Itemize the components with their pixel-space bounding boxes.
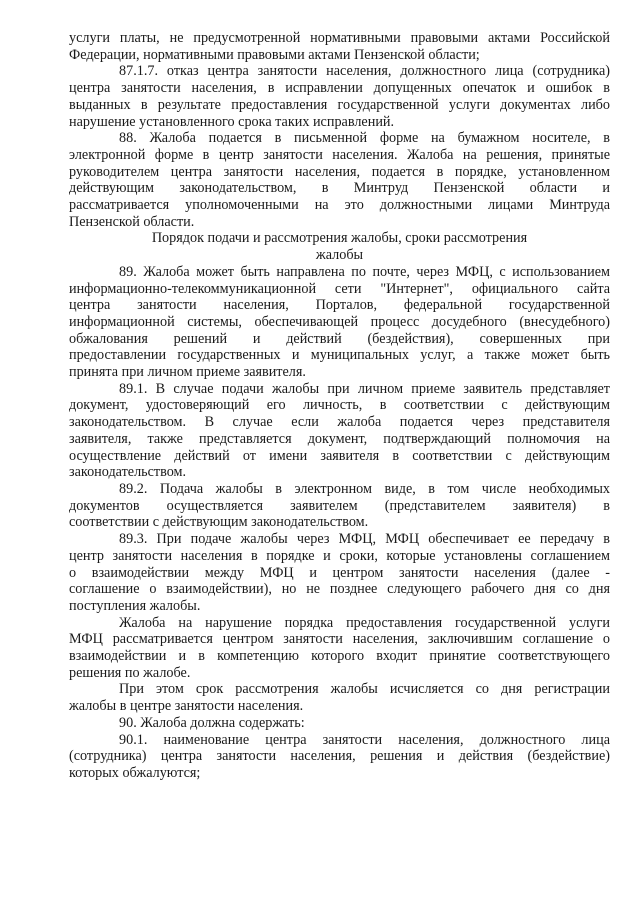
text-line: осуществление действий от имени заявителя в соответствии с действующим bbox=[69, 447, 610, 464]
text-line: поступления жалобы. bbox=[69, 597, 201, 614]
text-line: принята при личном приеме заявителя. bbox=[69, 364, 306, 381]
text-line: МФЦ рассматривается центром занятости населения, заключившим соглашение о bbox=[69, 631, 610, 648]
text-line: документов осуществляется заявителем (представителем заявителя) в bbox=[69, 497, 610, 514]
text-line: документ, удостоверяющий его личность, в соответствии с действующим bbox=[69, 397, 610, 414]
text-line: предоставлении государственных и муниципальных услуг, а также может быть bbox=[69, 347, 610, 364]
text-line: центра занятости населения, Порталов, федеральной государственной bbox=[69, 297, 610, 314]
text-line: Пензенской области. bbox=[69, 213, 195, 230]
text-line: взаимодействии и в компетенцию которого входит принятие соответствующего bbox=[69, 648, 610, 665]
text-line: 89.2. Подача жалобы в электронном виде, в том числе необходимых bbox=[119, 480, 610, 497]
text-line: 88. Жалоба подается в письменной форме на бумажном носителе, в bbox=[119, 130, 610, 147]
text-line: руководителем центра занятости населения, подается в порядке, установленном bbox=[69, 163, 610, 180]
text-line: 89. Жалоба может быть направлена по почте, через МФЦ, с использованием bbox=[119, 263, 610, 280]
text-line: центр занятости населения в порядке и сроки, которые установлены соглашением bbox=[69, 547, 610, 564]
text-line: (сотрудника) центра занятости населения, решения и действия (бездействие) bbox=[69, 748, 610, 765]
text-line: Федерации, нормативными правовыми актами Пензенской области; bbox=[69, 46, 480, 63]
text-line: 89.3. При подаче жалобы через МФЦ, МФЦ обеспечивает ее передачу в bbox=[119, 531, 610, 548]
text-line: жалобы в центре занятости населения. bbox=[69, 698, 304, 715]
text-line: соглашение о взаимодействии), но не позднее следующего рабочего дня со дня bbox=[69, 581, 610, 598]
text-line: услуги платы, не предусмотренной нормативными правовыми актами Российской bbox=[69, 30, 610, 46]
text-line: 89.1. В случае подачи жалобы при личном приеме заявитель представляет bbox=[119, 380, 610, 397]
text-line: 87.1.7. отказ центра занятости населения, должностного лица (сотрудника) bbox=[119, 63, 610, 80]
text-line: о взаимодействии между МФЦ и центром занятости населения (далее - bbox=[69, 564, 610, 581]
text-line: информационно-телекоммуникационной сети "Интернет", официального сайта bbox=[69, 280, 610, 297]
text-line: заявителя, также представляется документ, подтверждающий полномочия на bbox=[69, 430, 610, 447]
text-line: нарушение установленного срока таких исправлений. bbox=[69, 113, 395, 130]
text-line: соответствии с действующим законодательством. bbox=[69, 514, 369, 531]
section-heading-line: Порядок подачи и рассмотрения жалобы, сроки рассмотрения bbox=[151, 230, 528, 247]
text-line: центра занятости населения, в исправлении допущенных опечаток и ошибок в bbox=[69, 80, 610, 97]
text-line: законодательством. bbox=[69, 464, 187, 481]
document-body bbox=[69, 30, 610, 782]
text-line: которых обжалуются; bbox=[69, 764, 201, 781]
text-line: законодательством. В случае если жалоба подается через представителя bbox=[69, 414, 610, 431]
text-line: действующим законодательством, в Минтруд Пензенской области и bbox=[69, 180, 610, 197]
text-line: рассматривается уполномоченными на это должностными лицами Минтруда bbox=[69, 197, 610, 214]
text-line: информационной системы, обеспечивающей процесс досудебного (внесудебного) bbox=[69, 313, 610, 330]
text-line: обжалования решений и действий (бездействия), совершенных при bbox=[69, 330, 610, 347]
text-line: 90. Жалоба должна содержать: bbox=[119, 714, 305, 731]
text-line: электронной форме в центр занятости населения. Жалоба на решения, принятые bbox=[69, 146, 610, 163]
text-line: выданных в результате предоставления государственной услуги документах либо bbox=[69, 96, 610, 113]
text-line: 90.1. наименование центра занятости населения, должностного лица bbox=[119, 731, 610, 748]
text-line: решения по жалобе. bbox=[69, 664, 191, 681]
section-heading-line: жалобы bbox=[315, 247, 364, 264]
text-line: При этом срок рассмотрения жалобы исчисляется со дня регистрации bbox=[119, 681, 610, 698]
text-line: Жалоба на нарушение порядка предоставления государственной услуги bbox=[119, 614, 610, 631]
